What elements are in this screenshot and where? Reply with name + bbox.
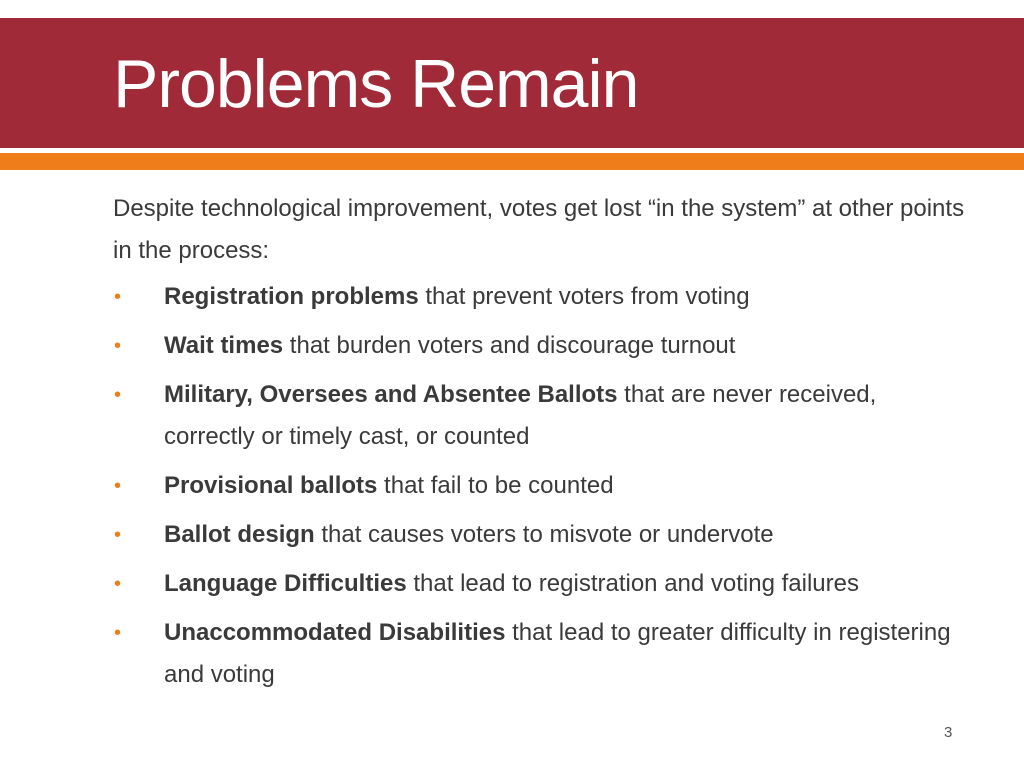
bullet-bold-text: Unaccommodated Disabilities [164, 619, 506, 646]
bullet-text: that causes voters to misvote or undervote [314, 521, 774, 548]
accent-bar [0, 153, 1024, 170]
bullet-bold-text: Wait times [164, 332, 284, 359]
intro-text: Despite technological improvement, votes get lost “in the system” at other points in the process: [113, 195, 965, 264]
bullet-bold-text: Language Difficulties [164, 570, 407, 597]
bullet-item [113, 465, 973, 507]
bullet-item [113, 374, 973, 458]
bullet-dot-icon: • [114, 622, 122, 644]
bullet-dot-icon: • [114, 286, 122, 308]
bullet-list [113, 276, 973, 696]
bullet-dot-icon: • [114, 335, 122, 357]
bullet-item [113, 276, 973, 318]
bullet-text: that lead to registration and voting failures [406, 570, 859, 597]
page-number: 3 [944, 724, 953, 741]
bullet-bold-text: Ballot design [164, 521, 315, 548]
bullet-dot-icon: • [114, 573, 122, 595]
bullet-dot-icon: • [114, 524, 122, 546]
slide-body [113, 188, 973, 703]
bullet-item [113, 325, 973, 367]
bullet-item [113, 612, 973, 696]
bullet-text: that lead to greater difficulty in registering and voting [164, 619, 951, 688]
bullet-bold-text: Registration problems [164, 283, 419, 310]
bullet-bold-text: Military, Oversees and Absentee Ballots [164, 381, 618, 408]
bullet-bold-text: Provisional ballots [164, 472, 378, 499]
bullet-dot-icon: • [114, 384, 122, 406]
slide-title: Problems Remain [113, 46, 639, 122]
bullet-text: that burden voters and discourage turnout [283, 332, 736, 359]
bullet-text: that prevent voters from voting [418, 283, 750, 310]
bullet-text: that are never received, correctly or timely cast, or counted [164, 381, 877, 450]
bullet-item [113, 514, 973, 556]
bullet-dot-icon: • [114, 475, 122, 497]
bullet-text: that fail to be counted [377, 472, 614, 499]
bullet-item [113, 563, 973, 605]
